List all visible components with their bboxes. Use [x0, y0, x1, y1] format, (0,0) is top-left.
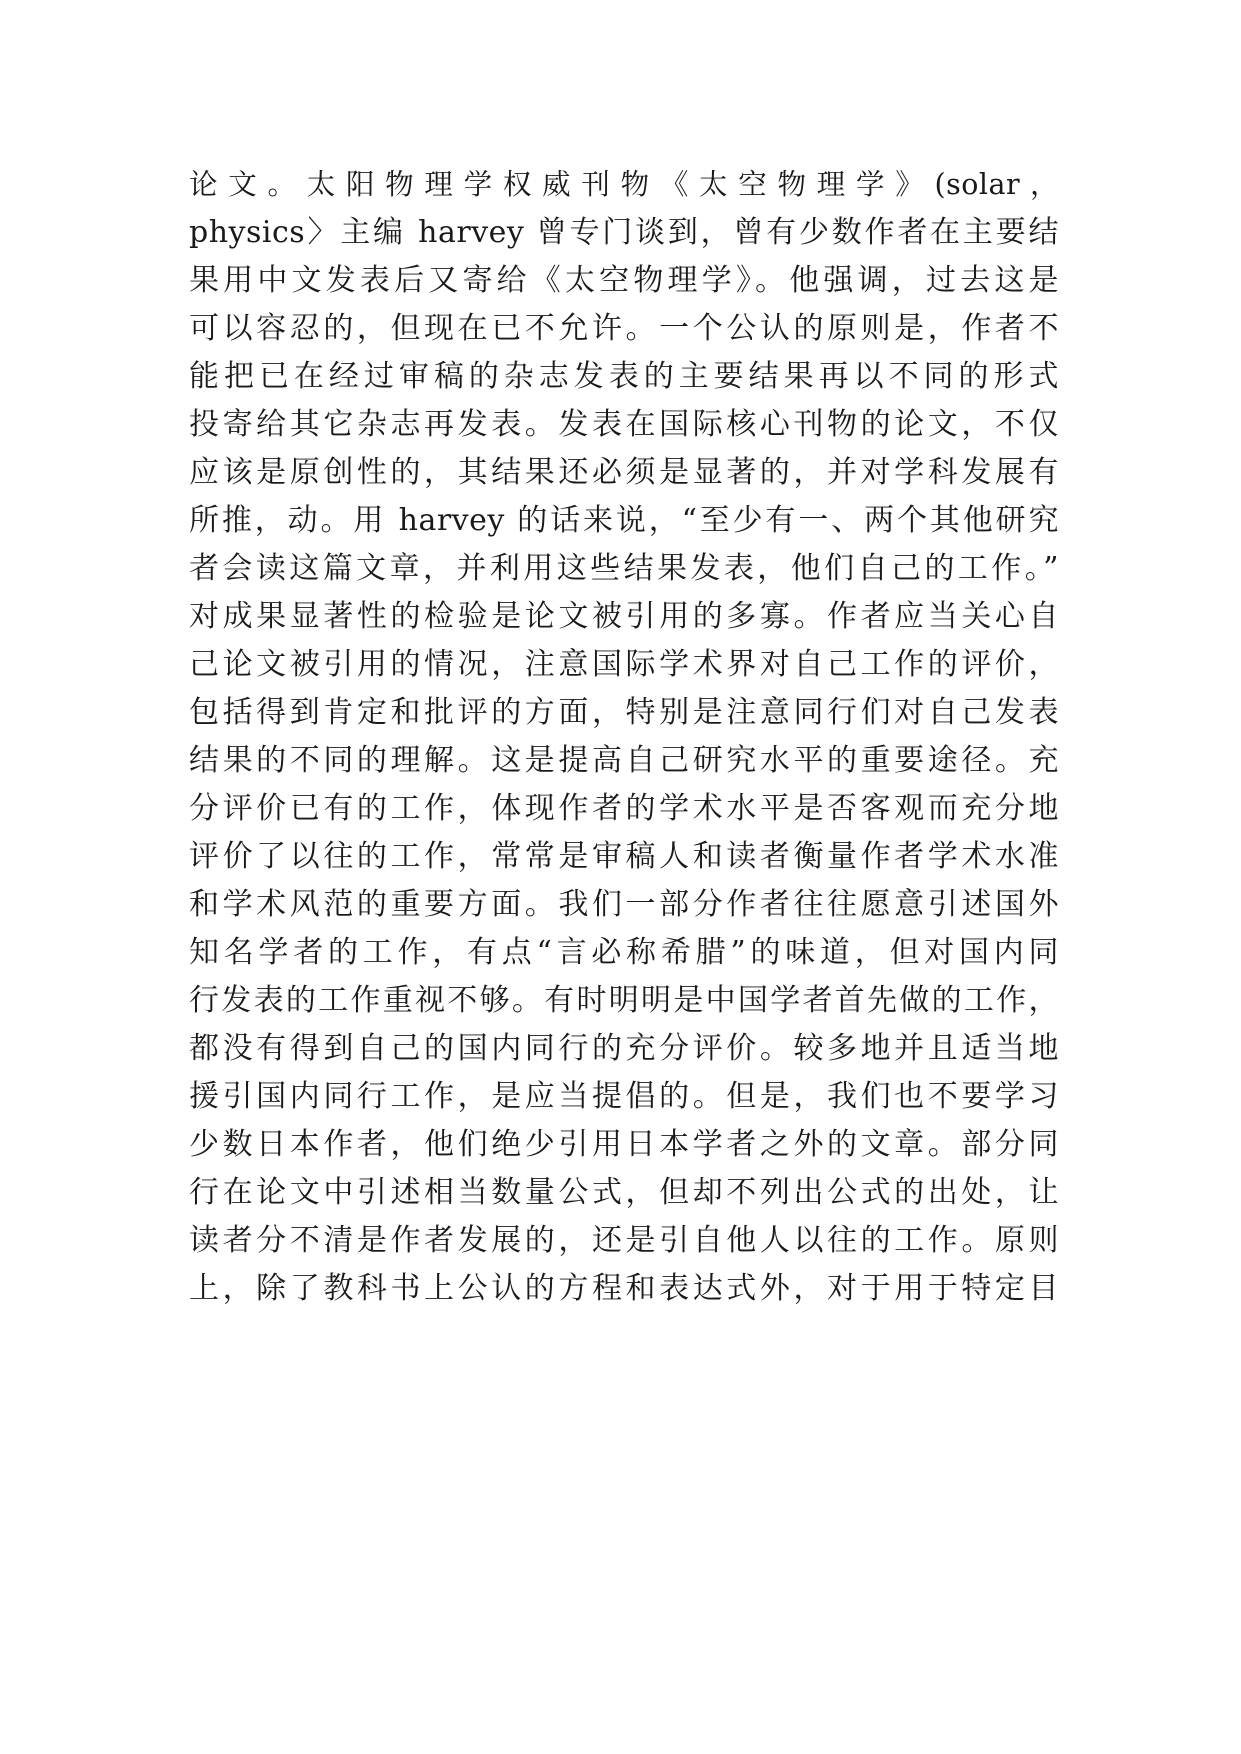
text-line: 读者分不清是作者发展的，还是引自他人以往的工作。原则 [189, 1223, 1059, 1258]
text-line: 少数日本作者，他们绝少引用日本学者之外的文章。部分同 [189, 1127, 1059, 1162]
text-line: 能把已在经过审稿的杂志发表的主要结果再以不同的形式 [189, 359, 1059, 394]
text-line: 援引国内同行工作，是应当提倡的。但是，我们也不要学习 [189, 1079, 1059, 1114]
text-line: 果用中文发表后又寄给《太空物理学》。他强调，过去这是 [189, 263, 1059, 298]
text-line: 行在论文中引述相当数量公式，但却不列出公式的出处，让 [189, 1175, 1059, 1210]
text-line: 包括得到肯定和批评的方面，特别是注意同行们对自己发表 [189, 695, 1059, 730]
text-line: 结果的不同的理解。这是提高自己研究水平的重要途径。充 [189, 743, 1059, 778]
text-line: 和学术风范的重要方面。我们一部分作者往往愿意引述国外 [189, 887, 1059, 922]
text-line: 都没有得到自己的国内同行的充分评价。较多地并且适当地 [189, 1031, 1059, 1066]
text-line: 投寄给其它杂志再发表。发表在国际核心刊物的论文，不仅 [189, 407, 1059, 442]
text-line: 评价了以往的工作，常常是审稿人和读者衡量作者学术水准 [189, 839, 1059, 874]
text-line: 对成果显著性的检验是论文被引用的多寡。作者应当关心自 [189, 599, 1059, 634]
text-line: 己论文被引用的情况，注意国际学术界对自己工作的评价， [189, 647, 1059, 682]
text-line: 所推，动。用 harvey 的话来说，“至少有一、两个其他研究 [189, 503, 1059, 538]
text-line: 论 文 。 太 阳 物 理 学 权 威 刊 物 《 太 空 物 理 学 》 (solar ， [189, 168, 1059, 201]
text-line: 者会读这篇文章，并利用这些结果发表，他们自己的工作。” [189, 551, 1059, 586]
text-line: physics〉主编 harvey 曾专门谈到，曾有少数作者在主要结 [189, 215, 1059, 250]
body-text [189, 161, 1059, 1313]
text-line: 分评价已有的工作，体现作者的学术水平是否客观而充分地 [189, 791, 1059, 826]
text-line: 行发表的工作重视不够。有时明明是中国学者首先做的工作， [189, 983, 1059, 1018]
text-line: 上，除了教科书上公认的方程和表达式外，对于用于特定目 [189, 1271, 1059, 1306]
text-line: 应该是原创性的，其结果还必须是显著的，并对学科发展有 [189, 455, 1059, 490]
text-line: 可以容忍的，但现在已不允许。一个公认的原则是，作者不 [189, 311, 1059, 346]
text-line: 知名学者的工作，有点“言必称希腊”的味道，但对国内同 [189, 935, 1059, 970]
